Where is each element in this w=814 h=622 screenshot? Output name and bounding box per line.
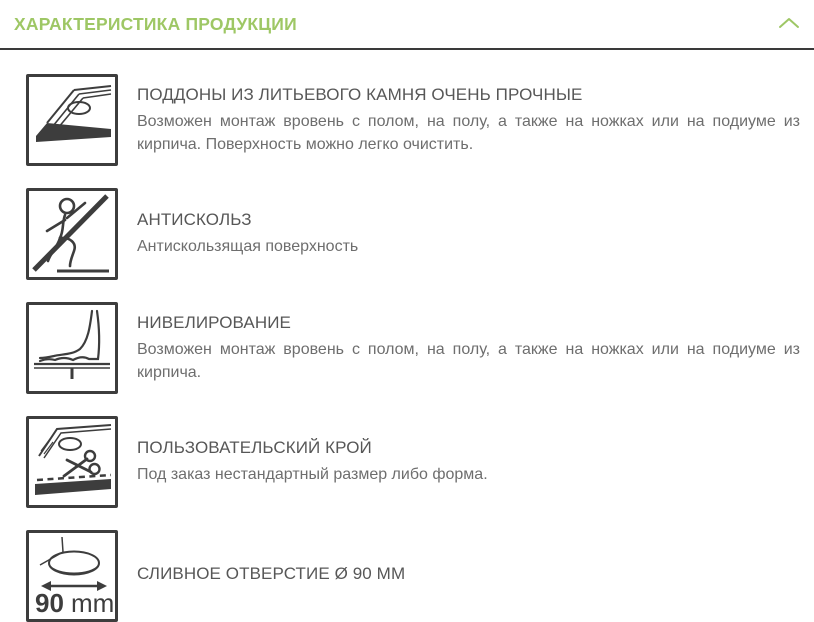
feature-title: АНТИСКОЛЬЗ: [137, 210, 252, 229]
feature-description: Возможен монтаж вровень с полом, на полу, а также на ножках или на подиуме из кирпича. Поверхность можно легко очистить.: [137, 112, 800, 153]
feature-title: СЛИВНОЕ ОТВЕРСТИЕ Ø 90 ММ: [137, 563, 406, 583]
feature-text: [137, 564, 800, 589]
feature-row-cast-stone-tray: [26, 74, 800, 166]
section-header-bar[interactable]: [0, 0, 814, 50]
svg-text:90 mm: [35, 588, 114, 618]
shower-tray-icon: [26, 74, 118, 166]
feature-description: Антискользящая поверхность: [137, 238, 359, 255]
feature-title: НИВЕЛИРОВАНИЕ: [137, 312, 291, 332]
feature-description: Возможен монтаж вровень с полом, на полу, а также на ножках или на подиуме из кирпича.: [137, 340, 800, 381]
drain-hole-icon: [26, 530, 118, 622]
feature-description: Под заказ нестандартный размер либо форма.: [137, 466, 488, 483]
feature-text: [137, 210, 800, 258]
feature-row-leveling: [26, 302, 800, 394]
drain-size-unit: mm: [71, 588, 115, 618]
feature-text: [137, 313, 800, 384]
collapse-section-button[interactable]: [776, 15, 802, 31]
anti-slip-icon: [26, 188, 118, 280]
feature-text: [137, 85, 800, 156]
feature-title: ПОЛЬЗОВАТЕЛЬСКИЙ КРОЙ: [137, 438, 372, 457]
chevron-up-icon: [778, 17, 800, 32]
section-title: ХАРАКТЕРИСТИКА ПРОДУКЦИИ: [14, 13, 297, 34]
feature-row-anti-slip: [26, 188, 800, 280]
custom-cut-scissors-icon: [26, 416, 118, 508]
feature-title: ПОДДОНЫ ИЗ ЛИТЬЕВОГО КАМНЯ ОЧЕНЬ ПРОЧНЫЕ: [137, 84, 583, 104]
feature-text: [137, 438, 800, 486]
feature-list: [0, 50, 814, 622]
leveling-foot-icon: [26, 302, 118, 394]
drain-size-value: 90: [35, 588, 64, 618]
feature-row-custom-cut: [26, 416, 800, 508]
feature-row-drain-hole: [26, 530, 800, 622]
